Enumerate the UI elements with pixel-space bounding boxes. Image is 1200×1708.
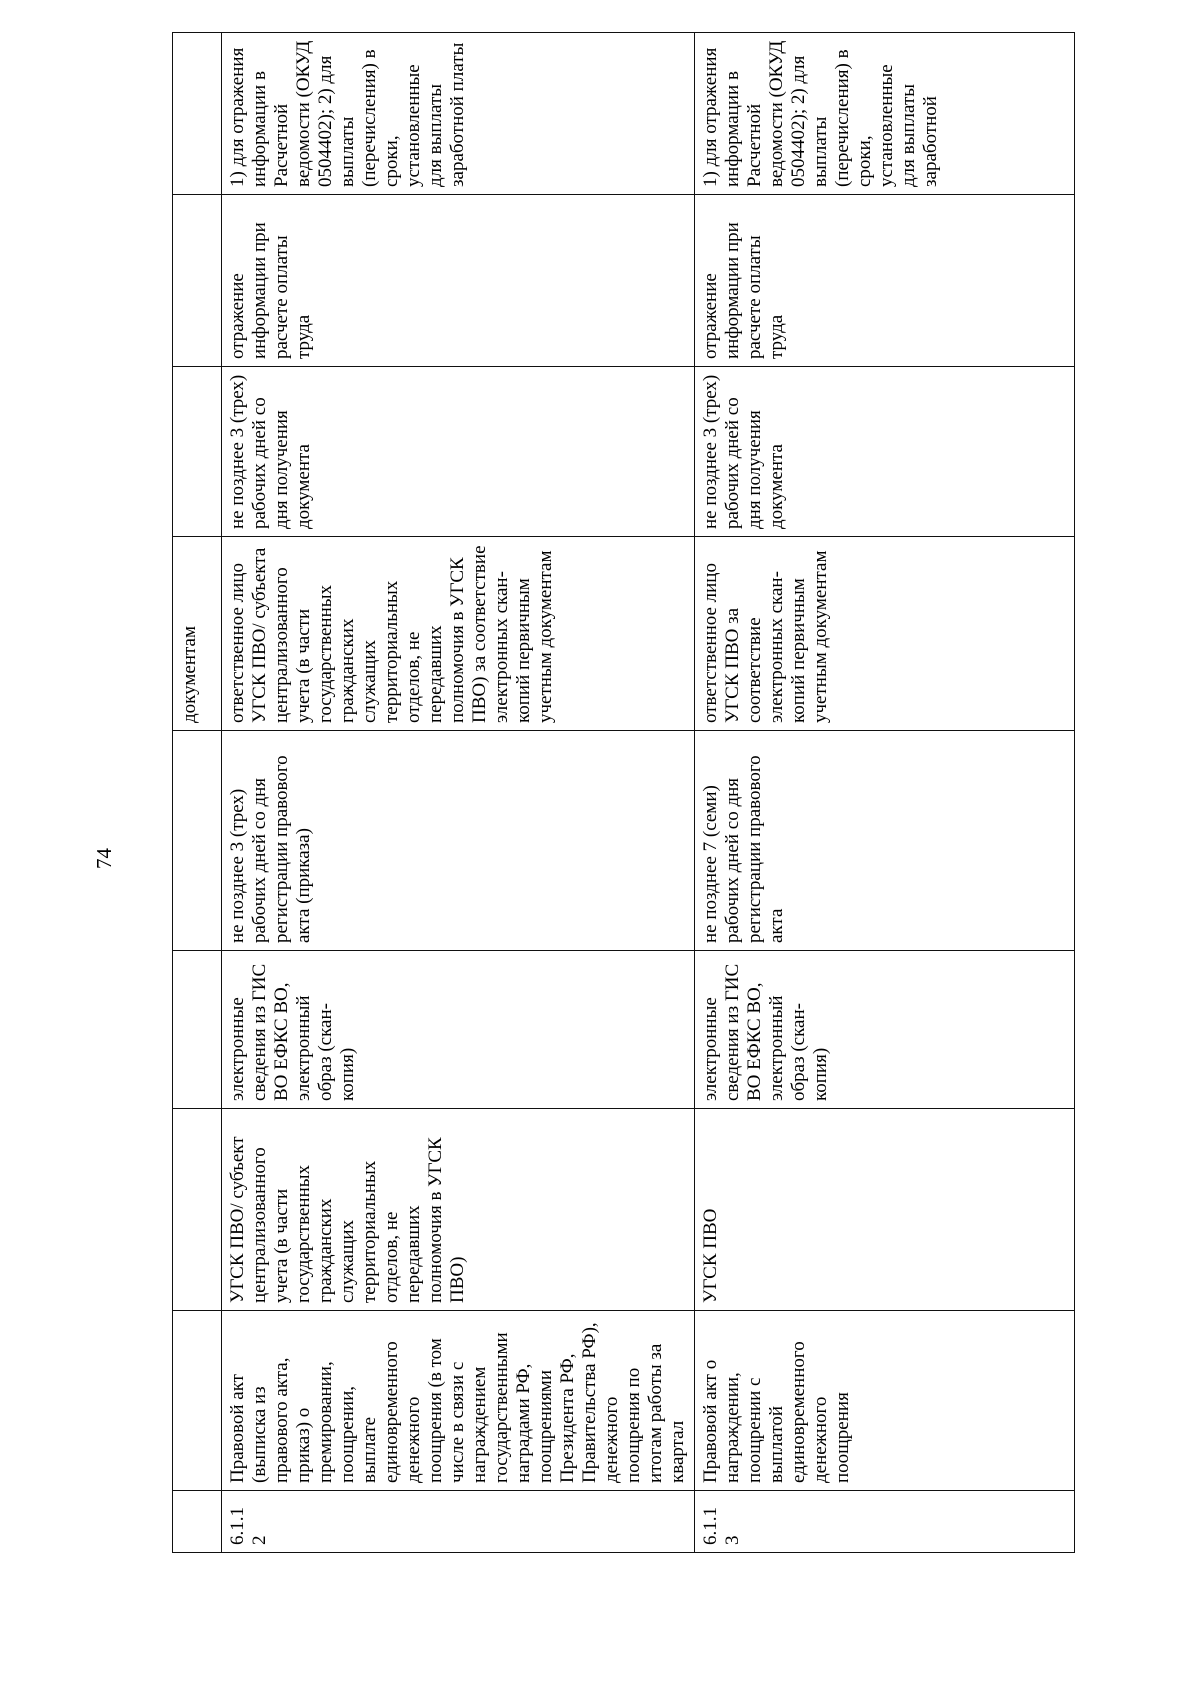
table-header-row	[173, 33, 222, 1553]
processing-deadline: не позднее 3 (трех) рабочих дней со дня получения документа	[695, 367, 1075, 537]
table-row	[695, 33, 1075, 1553]
document-format: электронные сведения из ГИС ВО ЕФКС ВО, электронный образ (скан-копия)	[695, 951, 1075, 1109]
document-purpose: отражение информации при расчете оплаты труда	[695, 195, 1075, 367]
header-cell	[173, 195, 222, 367]
responsible-person: ответственное лицо УГСК ПВО/ субъекта централизованного учета (в части государственных гражданских служащих территориальных отделов, не передавших полномочия в УГСК ПВО) за соответствие электронных скан-копий первичным учетным документам	[222, 537, 695, 731]
row-number: 6.1.13	[695, 1491, 1075, 1553]
row-number: 6.1.12	[222, 1491, 695, 1553]
table-row	[222, 33, 695, 1553]
header-cell	[173, 951, 222, 1109]
header-cell	[173, 1491, 222, 1553]
processing-deadline: не позднее 3 (трех) рабочих дней со дня получения документа	[222, 367, 695, 537]
document-table-rotated	[172, 33, 1064, 1553]
page-number: 74	[91, 847, 116, 869]
header-cell	[173, 731, 222, 951]
document-purpose: отражение информации при расчете оплаты труда	[222, 195, 695, 367]
header-cell	[173, 367, 222, 537]
document-name: Правовой акт о награждении, поощрении с выплатой единовременного денежного поощрения	[695, 1311, 1075, 1491]
document-table	[172, 32, 1075, 1553]
header-cell-documents: документам	[173, 537, 222, 731]
header-cell	[173, 33, 222, 195]
document-name: Правовой акт (выписка из правового акта, приказ) о премировании, поощрении, выплате единовременного денежного поощрения (в том числе в связи с награждением государственными наградами РФ, поощрениями Президента РФ, Правительства РФ), денежного поощрения по итогам работы за квартал	[222, 1311, 695, 1491]
header-cell	[173, 1109, 222, 1311]
submission-deadline: не позднее 3 (трех) рабочих дней со дня регистрации правового акта (приказа)	[222, 731, 695, 951]
header-cell	[173, 1311, 222, 1491]
document-format: электронные сведения из ГИС ВО ЕФКС ВО, электронный образ (скан-копия)	[222, 951, 695, 1109]
originator: УГСК ПВО/ субъект централизованного учета (в части государственных гражданских служащих территориальных отделов, не передавших полномочия в УГСК ПВО)	[222, 1109, 695, 1311]
document-use: 1) для отражения информации в Расчетной ведомости (ОКУД 0504402); 2) для выплаты (перечисления) в сроки, установленные для выплаты заработной платы	[222, 33, 695, 195]
originator: УГСК ПВО	[695, 1109, 1075, 1311]
document-use: 1) для отражения информации в Расчетной ведомости (ОКУД 0504402); 2) для выплаты (перечисления) в сроки, установленные для выплаты заработной	[695, 33, 1075, 195]
submission-deadline: не позднее 7 (семи) рабочих дней со дня регистрации правового акта	[695, 731, 1075, 951]
responsible-person: ответственное лицо УГСК ПВО за соответствие электронных скан-копий первичным учетным документам	[695, 537, 1075, 731]
